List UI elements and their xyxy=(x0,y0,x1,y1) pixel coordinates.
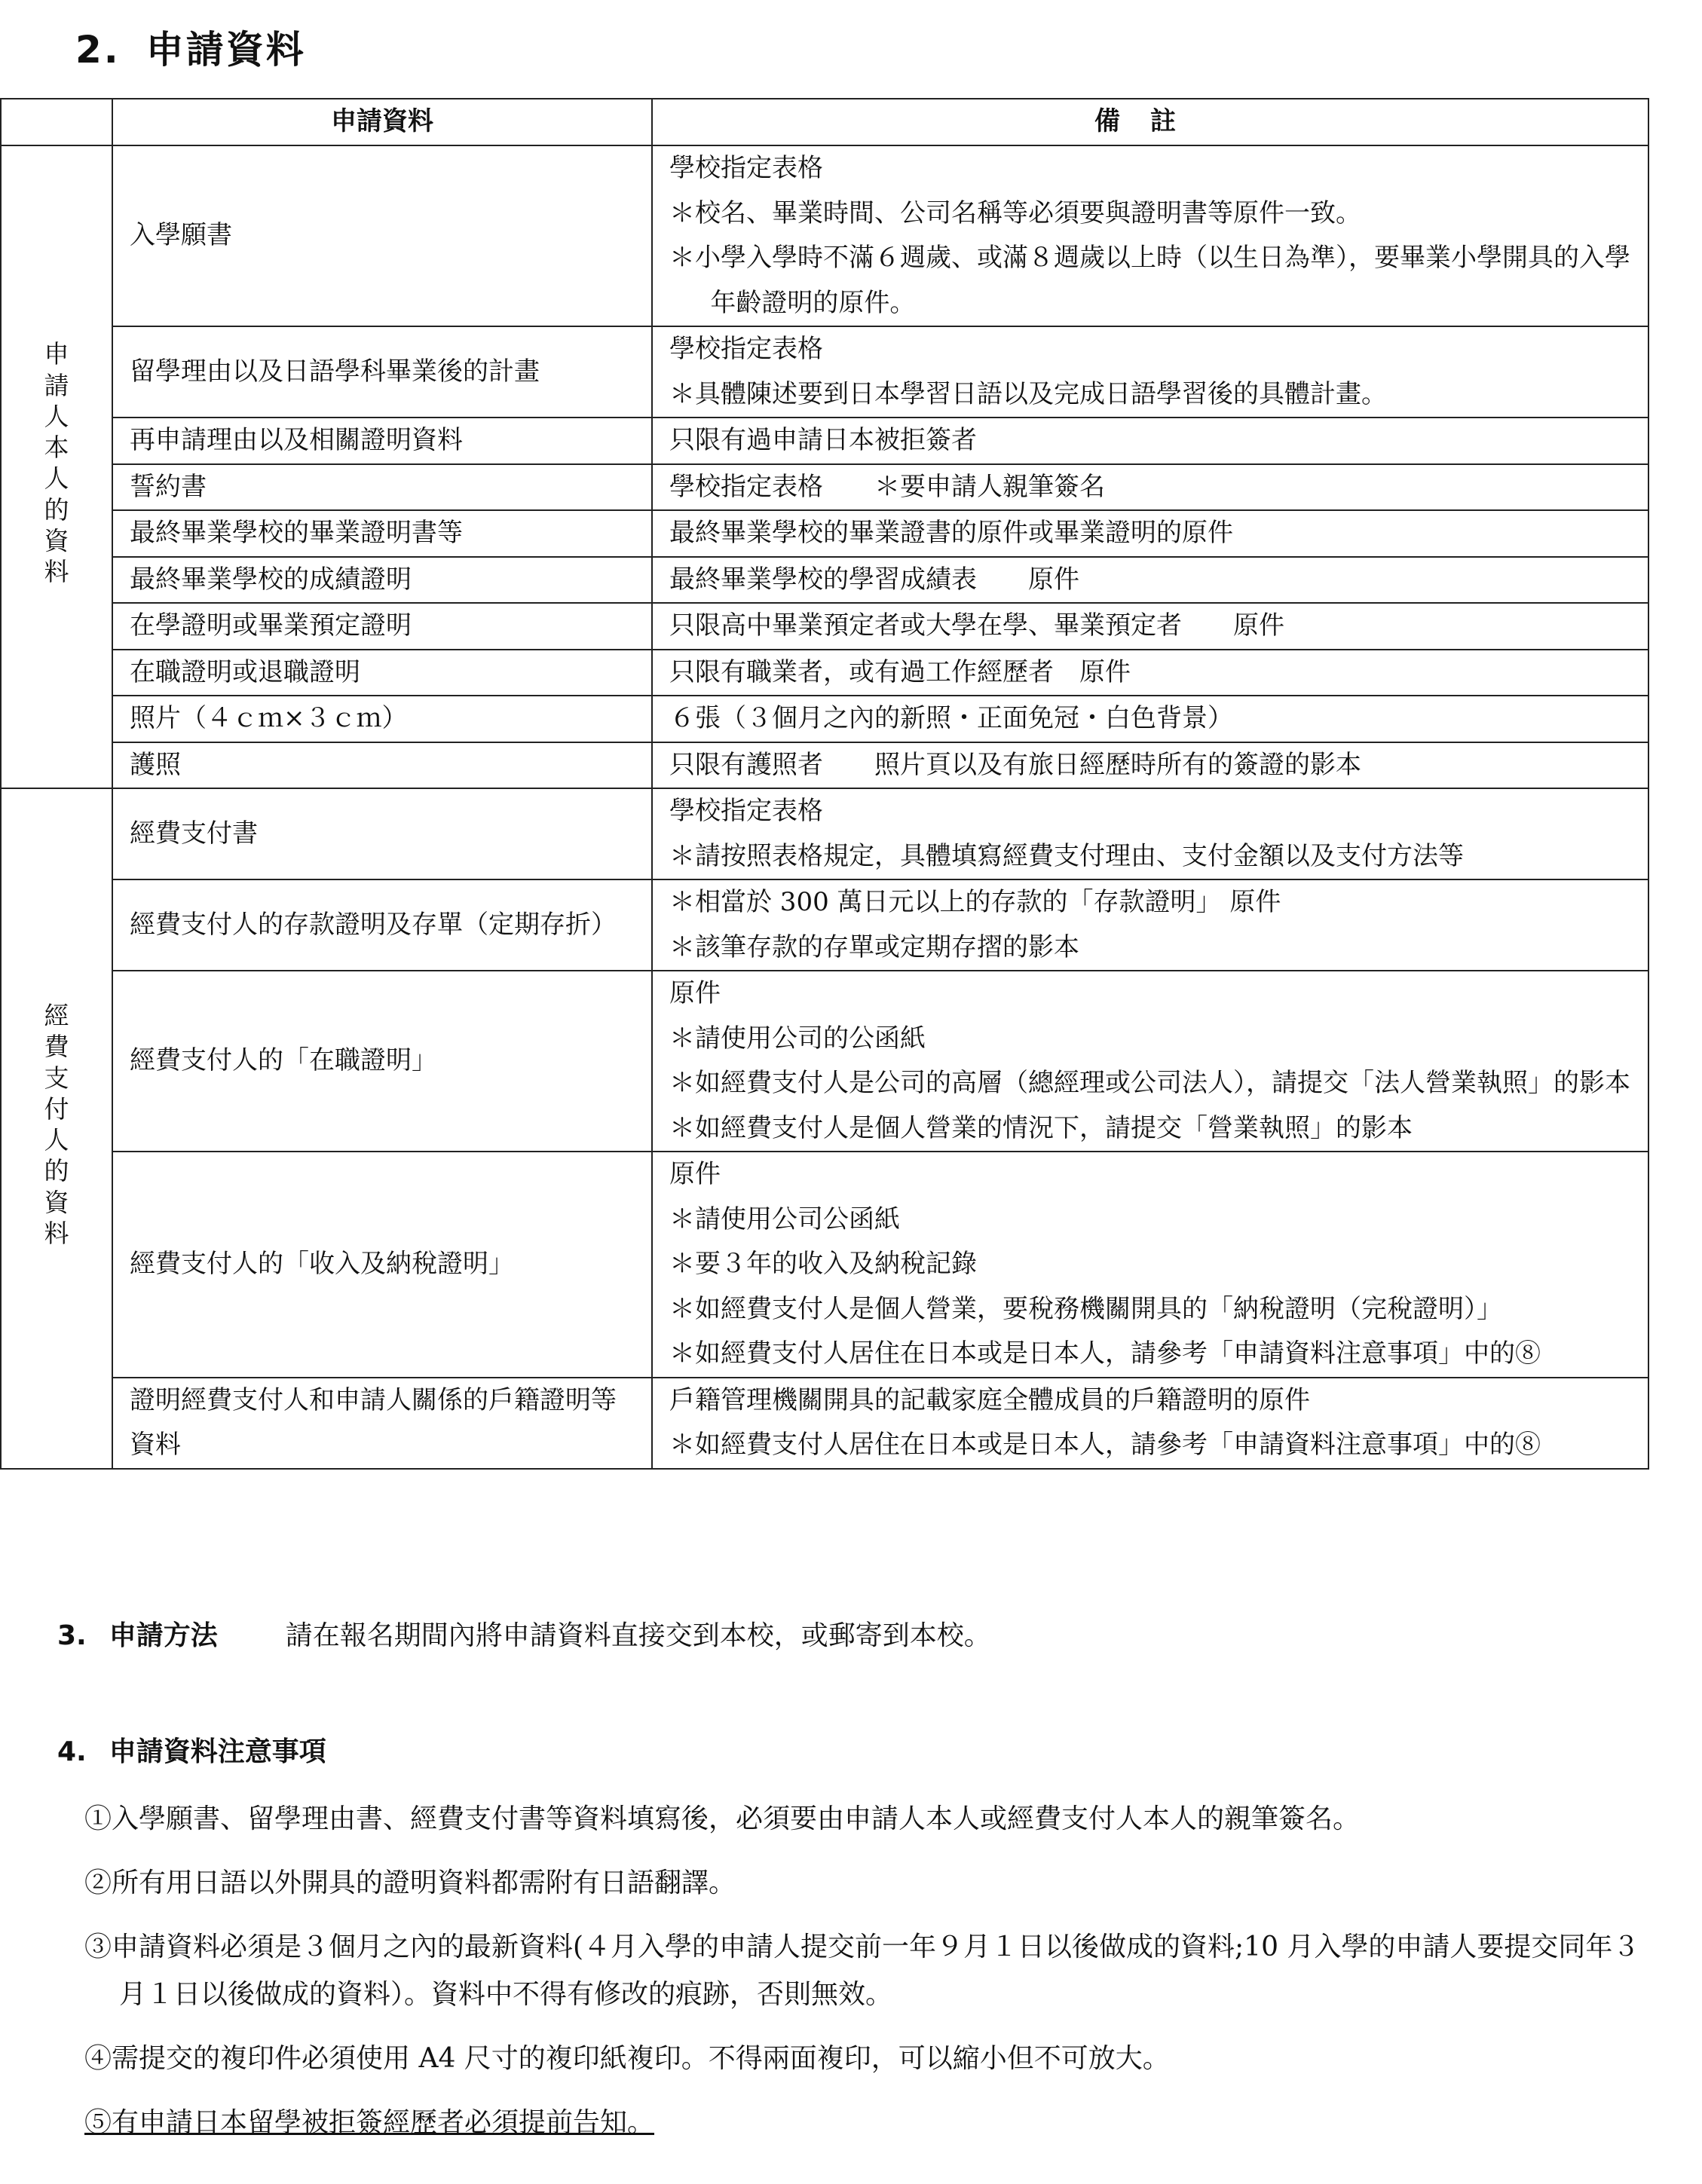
section-4-notes xyxy=(84,1795,1652,2163)
item-cell: 證明經費支付人和申請人關係的戶籍證明等資料 xyxy=(112,1378,652,1469)
remark-cell xyxy=(652,650,1648,696)
section-3 xyxy=(57,1614,991,1653)
section-3-label xyxy=(57,1620,218,1651)
item-cell: 經費支付人的存款證明及存單（定期存折） xyxy=(112,879,652,971)
group-label: 申請人本人的資料 xyxy=(44,339,69,587)
remark-cell xyxy=(652,696,1648,742)
table-row xyxy=(1,557,1648,604)
table-row xyxy=(1,1378,1648,1469)
header-remark: 備註 xyxy=(652,99,1648,145)
section-3-text: 請在報名期間內將申請資料直接交到本校，或郵寄到本校。 xyxy=(285,1620,991,1651)
remark-line: 只限有過申請日本被拒簽者 xyxy=(669,425,977,455)
table-row xyxy=(1,464,1648,511)
remark-cell xyxy=(652,1378,1648,1469)
remark-line: 學校指定表格 xyxy=(669,153,823,183)
item-cell: 最終畢業學校的畢業證明書等 xyxy=(112,510,652,557)
item-cell: 在學證明或畢業預定證明 xyxy=(112,603,652,650)
item-cell: 入學願書 xyxy=(112,145,652,326)
table-row xyxy=(1,326,1648,418)
section-3-number: 3. xyxy=(57,1620,87,1651)
remark-line: ＊小學入學時不滿６週歲、或滿８週歲以上時（以生日為準），要畢業小學開具的入學年齡證明的原件。 xyxy=(669,243,1630,318)
table-row xyxy=(1,510,1648,557)
note-item-2: ②所有用日語以外開具的證明資料都需附有日語翻譯。 xyxy=(84,1867,736,1898)
remark-cell xyxy=(652,464,1648,511)
section-4-label xyxy=(57,1736,326,1767)
remark-line: 只限高中畢業預定者或大學在學、畢業預定者 原件 xyxy=(669,610,1284,641)
table-row xyxy=(1,418,1648,464)
item-cell: 再申請理由以及相關證明資料 xyxy=(112,418,652,464)
note-item-1: ①入學願書、留學理由書、經費支付書等資料填寫後，必須要由申請人本人或經費支付人本人的親筆簽名。 xyxy=(84,1803,1361,1834)
section-4-number: 4. xyxy=(57,1736,87,1767)
table-row xyxy=(1,696,1648,742)
remark-cell xyxy=(652,971,1648,1152)
item-cell: 誓約書 xyxy=(112,464,652,511)
remark-cell xyxy=(652,603,1648,650)
group-label: 經費支付人的資料 xyxy=(44,1001,69,1248)
section-4-heading: 申請資料注意事項 xyxy=(109,1736,326,1767)
remark-cell xyxy=(652,1152,1648,1378)
remark-line: ＊如經費支付人是個人營業，要稅務機關開具的「納稅證明（完稅證明）」 xyxy=(669,1293,1502,1324)
remark-line: 原件 xyxy=(669,978,721,1008)
table-row xyxy=(1,603,1648,650)
section-2-number: 2. xyxy=(75,28,121,72)
remark-line: 只限有護照者 照片頁以及有旅日經歷時所有的簽證的影本 xyxy=(669,749,1361,780)
remark-line: ＊如經費支付人居住在日本或是日本人，請參考「申請資料注意事項」中的⑧ xyxy=(669,1338,1541,1369)
header-item: 申請資料 xyxy=(112,99,652,145)
note-item-5: ⑤有申請日本留學被拒簽經歷者必須提前告知。 xyxy=(84,2107,655,2138)
table-row xyxy=(1,971,1648,1152)
remark-line: ＊具體陳述要到日本學習日語以及完成日語學習後的具體計畫。 xyxy=(669,378,1387,409)
table-row xyxy=(1,1152,1648,1378)
remark-line: ＊校名、畢業時間、公司名稱等必須要與證明書等原件一致。 xyxy=(669,197,1361,228)
remark-line: ＊如經費支付人是個人營業的情況下，請提交「營業執照」的影本 xyxy=(669,1112,1413,1143)
remark-line: 學校指定表格 xyxy=(669,796,823,826)
remark-line: ＊如經費支付人居住在日本或是日本人，請參考「申請資料注意事項」中的⑧ xyxy=(669,1430,1541,1460)
table-row xyxy=(1,650,1648,696)
remark-cell xyxy=(652,879,1648,971)
group-label-cell xyxy=(1,788,112,1469)
table-row xyxy=(1,879,1648,971)
application-documents-table xyxy=(0,98,1649,1470)
section-2-title xyxy=(75,20,306,74)
section-3-heading: 申請方法 xyxy=(109,1620,218,1651)
remark-cell xyxy=(652,510,1648,557)
remark-cell xyxy=(652,788,1648,879)
remark-line: 學校指定表格 ＊要申請人親筆簽名 xyxy=(669,471,1105,502)
remark-line: ＊相當於 300 萬日元以上的存款的「存款證明」 原件 xyxy=(669,887,1281,917)
table-row xyxy=(1,788,1648,879)
table-row xyxy=(1,145,1648,326)
remark-line: 戶籍管理機關開具的記載家庭全體成員的戶籍證明的原件 xyxy=(669,1384,1310,1415)
section-4-title xyxy=(57,1730,326,1769)
group-label-cell xyxy=(1,145,112,788)
remark-line: ６張（３個月之內的新照・正面免冠・白色背景） xyxy=(669,703,1233,733)
remark-line: ＊如經費支付人是公司的高層（總經理或公司法人），請提交「法人營業執照」的影本 xyxy=(669,1068,1630,1098)
table-row xyxy=(1,742,1648,789)
item-cell: 照片（４ｃｍ×３ｃｍ） xyxy=(112,696,652,742)
remark-line: ＊請使用公司的公函紙 xyxy=(669,1023,926,1054)
item-cell: 最終畢業學校的成績證明 xyxy=(112,557,652,604)
remark-line: 最終畢業學校的學習成績表 原件 xyxy=(669,564,1079,595)
remark-line: 最終畢業學校的畢業證書的原件或畢業證明的原件 xyxy=(669,518,1233,548)
item-cell: 經費支付書 xyxy=(112,788,652,879)
remark-line: ＊請使用公司公函紙 xyxy=(669,1204,900,1234)
note-item-4: ④需提交的複印件必須使用 A4 尺寸的複印紙複印。不得兩面複印，可以縮小但不可放大。 xyxy=(84,2043,1170,2074)
remark-cell xyxy=(652,742,1648,789)
remark-cell xyxy=(652,418,1648,464)
remark-line: 學校指定表格 xyxy=(669,334,823,364)
remark-cell xyxy=(652,557,1648,604)
remark-line: ＊請按照表格規定，具體填寫經費支付理由、支付金額以及支付方法等 xyxy=(669,840,1464,871)
remark-line: 原件 xyxy=(669,1159,721,1189)
remark-cell xyxy=(652,145,1648,326)
remark-line: 只限有職業者，或有過工作經歷者 原件 xyxy=(669,656,1131,687)
note-item-3: ③申請資料必須是３個月之內的最新資料(４月入學的申請人提交前一年９月１日以後做成的資料;10 月入學的申請人要提交同年３月１日以後做成的資料）。資料中不得有修改的痕跡，否則無效。 xyxy=(84,1932,1640,2010)
remark-line: ＊要３年的收入及納稅記錄 xyxy=(669,1249,977,1279)
remark-line: ＊該筆存款的存單或定期存摺的影本 xyxy=(669,931,1079,962)
item-cell: 護照 xyxy=(112,742,652,789)
item-cell: 經費支付人的「收入及納稅證明」 xyxy=(112,1152,652,1378)
header-group-cell xyxy=(1,99,112,145)
remark-cell xyxy=(652,326,1648,418)
item-cell: 在職證明或退職證明 xyxy=(112,650,652,696)
section-2-heading: 申請資料 xyxy=(145,28,306,72)
table-header-row xyxy=(1,99,1648,145)
item-cell: 經費支付人的「在職證明」 xyxy=(112,971,652,1152)
item-cell: 留學理由以及日語學科畢業後的計畫 xyxy=(112,326,652,418)
